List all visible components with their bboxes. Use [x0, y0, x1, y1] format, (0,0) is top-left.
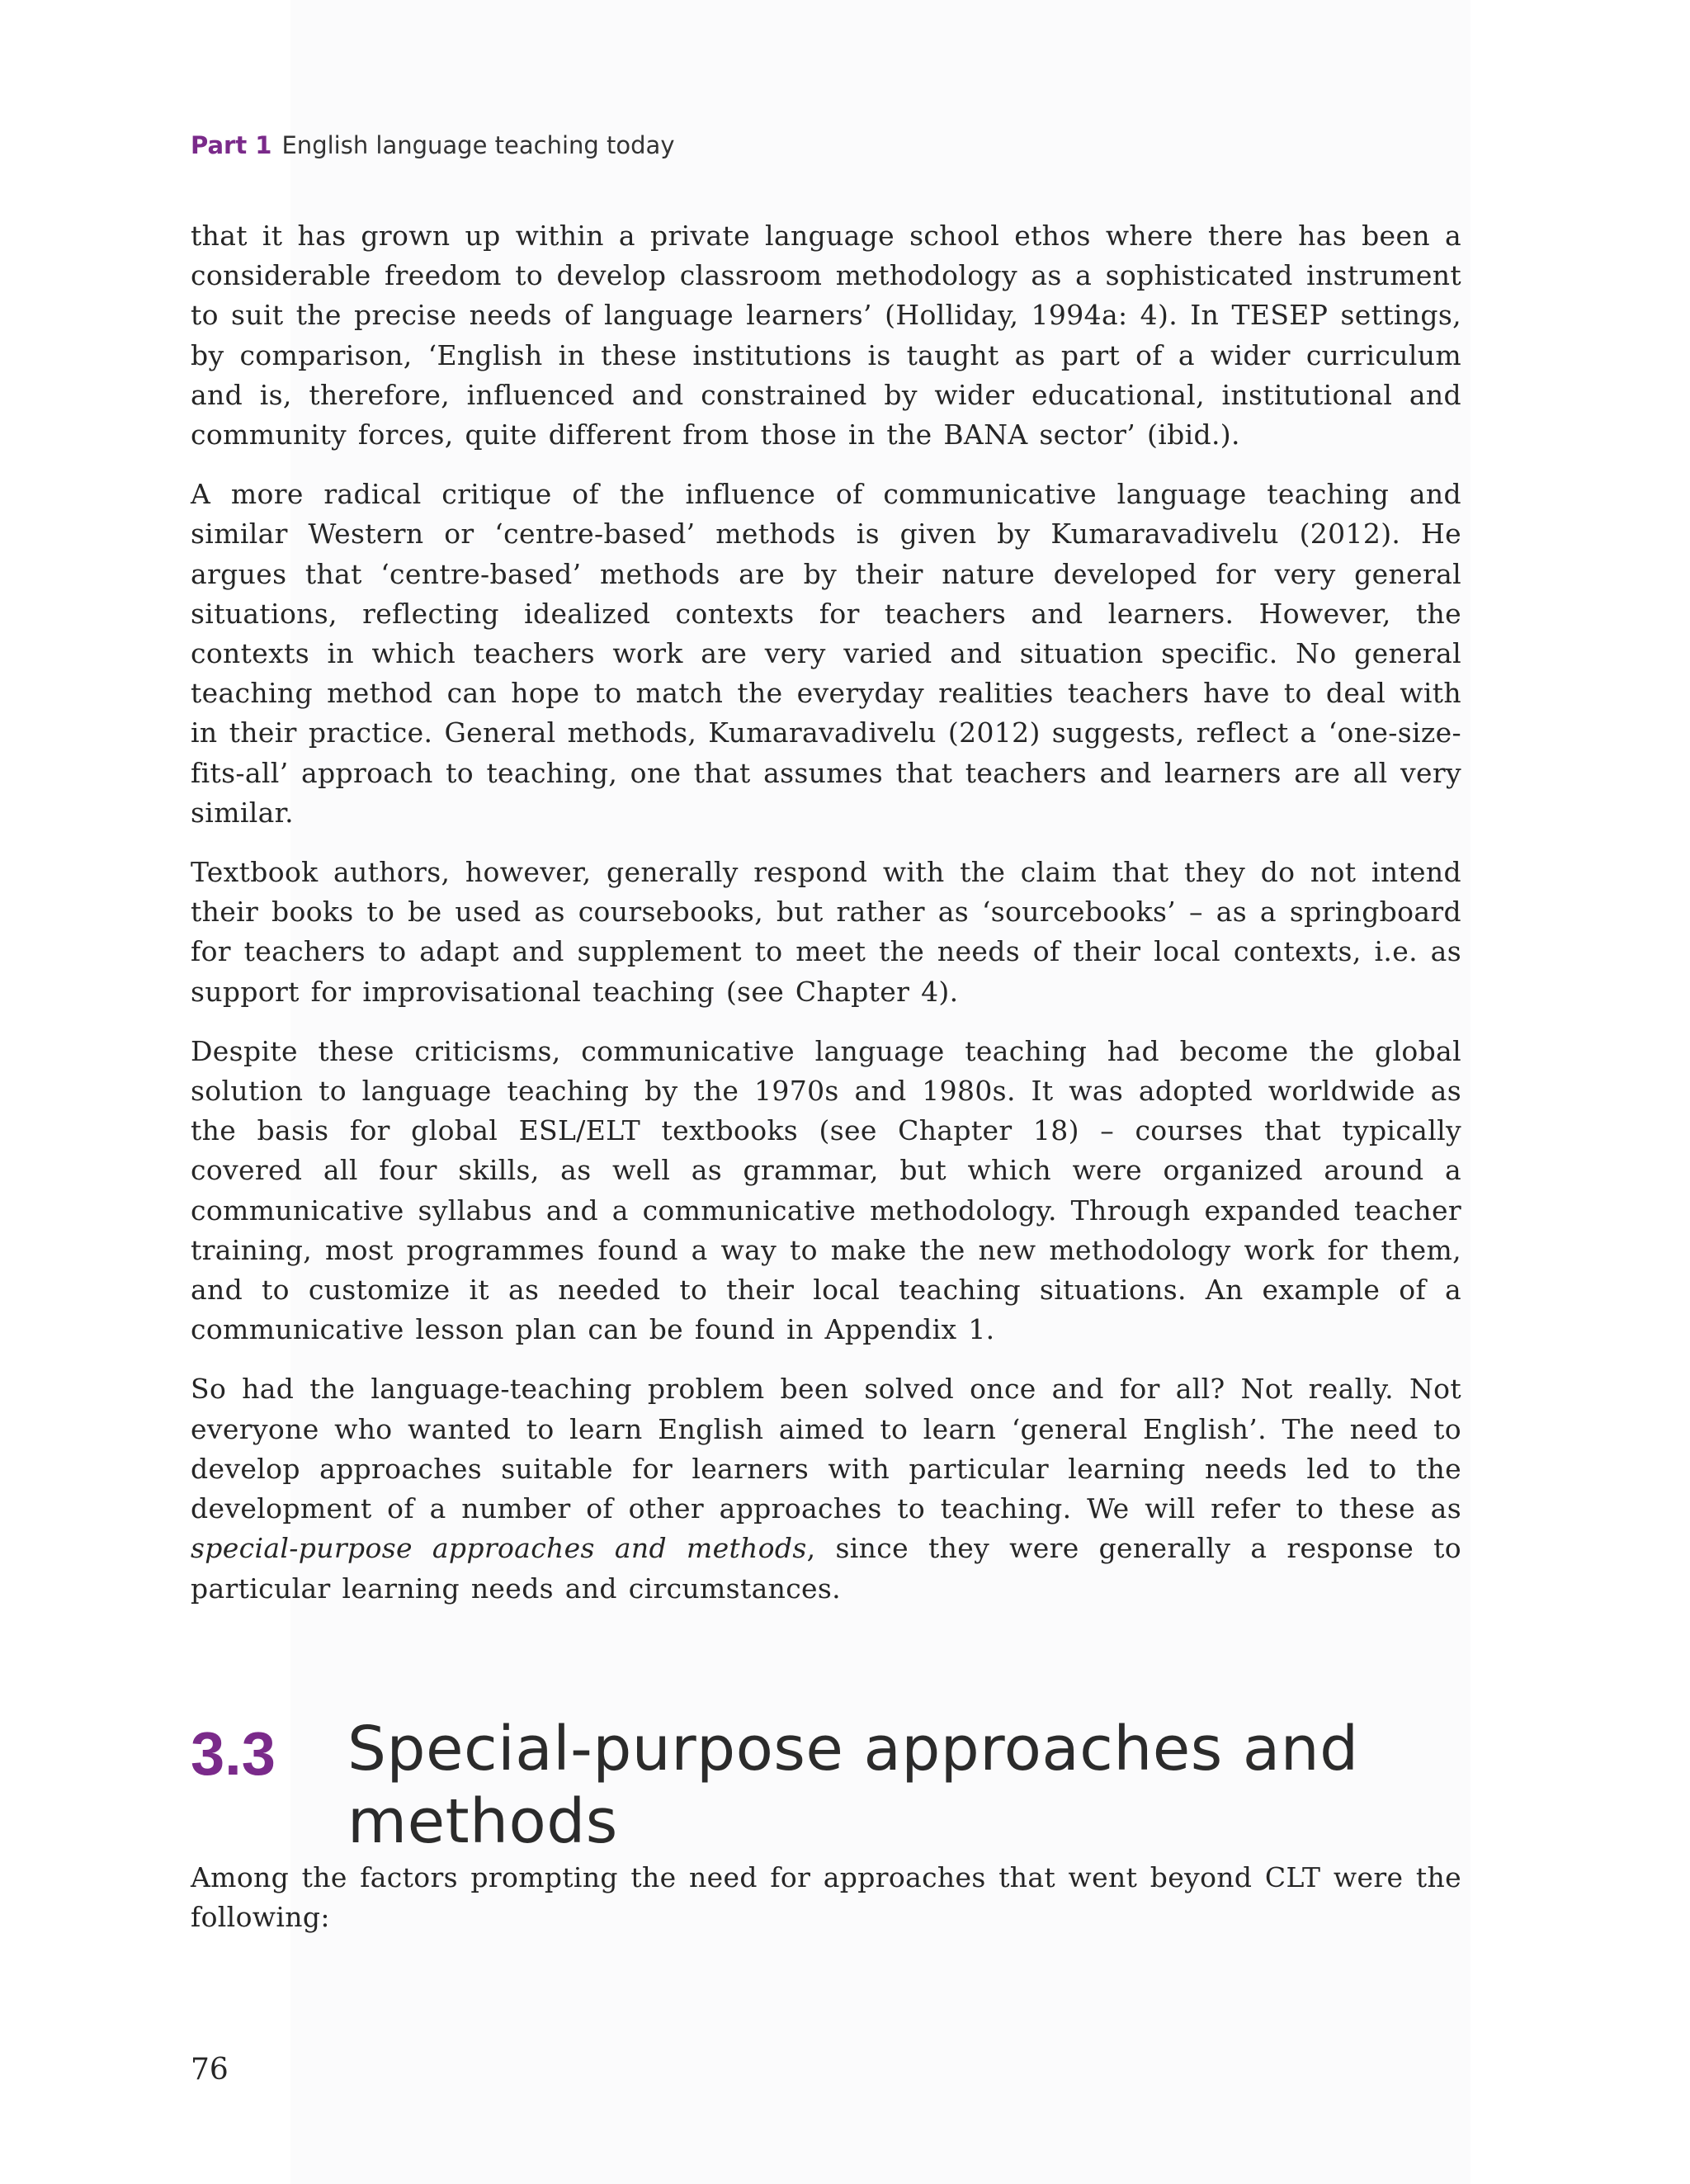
section-heading [191, 1713, 1461, 1858]
running-head-part: Part 1 [191, 131, 272, 159]
emphasized-term: special-purpose approaches and methods [191, 1532, 807, 1565]
paragraph-4: Despite these criticisms, communicative language teaching had become the global solution to language teaching by the 1970s and 1980s. It was adopted worldwide as the basis for global ESL/ELT textbooks (see Chapter 18) – courses that typically covered all four skills, as well as grammar, but which were organized around a communicative syllabus and a communicative methodology. Through expanded teacher training, most programmes found a way to make the new methodology work for them, and to customize it as needed to their local teaching situations. An example of a communicative lesson plan can be found in Appendix 1. [191, 1034, 1461, 1346]
section-intro: Among the factors prompting the need for approaches that went beyond CLT were the following: [191, 1860, 1461, 1933]
page-number: 76 [191, 2053, 229, 2087]
running-head [191, 129, 674, 162]
paragraph-5-text-end: , since they were generally a response to particular learning needs and circumstances. [191, 1532, 1461, 1605]
paragraph-3: Textbook authors, however, generally respond with the claim that they do not intend their books to be used as coursebooks, but rather as ‘sourcebooks’ – as a springboard for teachers to adapt and supplement to meet the needs of their local contexts, i.e. as support for improvisational teaching (see Chapter 4). [191, 856, 1461, 1008]
section-number: 3.3 [191, 1718, 276, 1788]
paragraph-2: A more radical critique of the influence of communicative language teaching and similar Western or ‘centre-based’ methods is given by Kumaravadivelu (2012). He argues that ‘centre-based’ methods are by their nature developed for very general situations, reflecting idealized contexts for teachers and learners. However, the contexts in which teachers work are very varied and situation specific. No general teaching method can hope to match the everyday realities teachers have to deal with in their practice. General methods, Kumaravadivelu (2012) suggests, reflect a ‘one-size-fits-all’ approach to teaching, one that assumes that teachers and learners are all very similar. [191, 478, 1461, 829]
paragraph-5-text-start: So had the language-teaching problem been solved once and for all? Not really. Not everyone who wanted to learn English aimed to learn ‘general English’. The need to develop approaches suitable for learners with particular learning needs led to the development of a number of other approaches to teaching. We will refer to these as [191, 1373, 1461, 1525]
paragraph-5 [191, 1369, 1461, 1608]
page-body [191, 216, 1461, 1957]
section-title: Special-purpose approaches and methods [347, 1713, 1359, 1857]
running-head-title: English language teaching today [281, 131, 675, 159]
paragraph-1: that it has grown up within a private language school ethos where there has been a considerable freedom to develop classroom methodology as a sophisticated instrument to suit the precise needs of language learners’ (Holliday, 1994a: 4). In TESEP settings, by comparison, ‘English in these institutions is taught as part of a wider curriculum and is, therefore, influenced and constrained by wider educational, institutional and community forces, quite different from those in the BANA sector’ (ibid.). [191, 220, 1461, 451]
